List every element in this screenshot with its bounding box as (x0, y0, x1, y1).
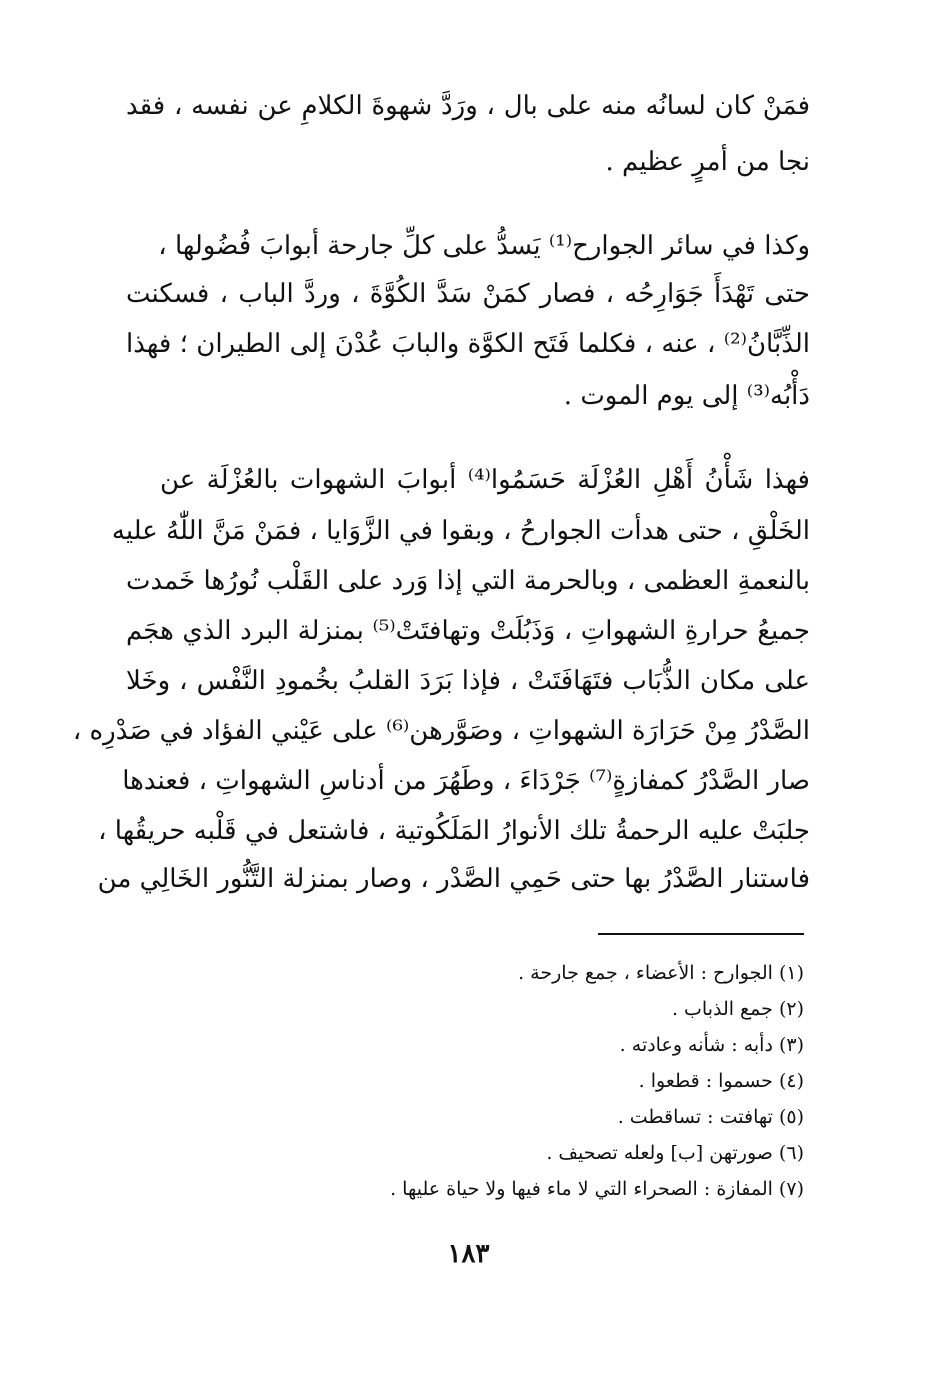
body-line: دَأْبُه⁽³⁾ إلى يوم الموت . (563, 381, 810, 411)
body-line: الذِّبَّانُ⁽²⁾ ، عنه ، فكلما فَتَح الكوَّة والبابَ عُدْنَ إلى الطيران ؛ فهذا (126, 329, 810, 359)
body-line: فهذا شَأْنُ أَهْلِ العُزْلَة حَسَمُوا⁽⁴⁾ أبوابَ الشهوات بالعُزْلَة عن (160, 465, 810, 495)
footnote-separator (598, 933, 804, 935)
footnote: (١) الجوارح : الأعضاء ، جمع جارحة . (518, 962, 804, 984)
body-line: جلبَتْ عليه الرحمةُ تلك الأنوارُ المَلَكُوتية ، فاشتعل في قَلْبه حريقُها ، (98, 816, 810, 846)
body-line: الخَلْقِ ، حتى هدأت الجوارحُ ، وبقوا في الزَّوَايا ، فمَنْ مَنَّ اللّٰهُ عليه (111, 516, 810, 546)
body-line: جميعُ حرارةِ الشهواتِ ، وَذَبُلَتْ وتهافتَتْ⁽⁵⁾ بمنزلة البرد الذي هجَم (126, 616, 810, 646)
body-line: وكذا في سائر الجوارح⁽¹⁾ يَسدُّ على كلِّ جارحة أبوابَ فُضُولها ، (158, 231, 810, 261)
body-line: فمَنْ كان لسانُه منه على بال ، ورَدَّ شهوةَ الكلامِ عن نفسه ، فقد (126, 91, 810, 121)
footnote: (٦) صورتهن [ب] ولعله تصحيف . (546, 1142, 804, 1164)
body-line: نجا من أمرٍ عظيم . (605, 147, 810, 177)
body-line: بالنعمةِ العظمى ، وبالحرمة التي إذا وَرد على القَلْب نُورُها خَمدت (126, 566, 810, 596)
footnote: (٤) حسموا : قطعوا . (638, 1070, 804, 1092)
footnote: (٥) تهافتت : تساقطت . (617, 1106, 804, 1128)
body-line: على مكان الذُّبَاب فتَهَافَتَتْ ، فإذا بَرَدَ القلبُ بخُمودِ النَّفْس ، وخَلا (126, 666, 810, 696)
body-line: الصَّدْرُ مِنْ حَرَارَة الشهواتِ ، وصَوَّرهن⁽⁶⁾ على عَيْني الفؤاد في صَدْرِه ، (72, 716, 810, 746)
body-line: صار الصَّدْرُ كمفازةٍ⁽⁷⁾ جَرْدَاءَ ، وطَهُرَ من أدناسِ الشهواتِ ، فعندها (122, 766, 810, 796)
body-line: حتى تَهْدَأَ جَوَارِحُه ، فصار كمَنْ سَدَّ الكُوَّةَ ، وردَّ الباب ، فسكنت (126, 279, 810, 309)
footnote: (٣) دأبه : شأنه وعادته . (619, 1034, 804, 1056)
page-number: ١٨٣ (447, 1239, 490, 1269)
footnote: (٧) المفازة : الصحراء التي لا ماء فيها ولا حياة عليها . (390, 1178, 804, 1200)
footnote: (٢) جمع الذباب . (671, 998, 804, 1020)
body-line: فاستنار الصَّدْرُ بها حتى حَمِي الصَّدْر ، وصار بمنزلة التَّنُّور الخَالِي من (97, 864, 810, 894)
